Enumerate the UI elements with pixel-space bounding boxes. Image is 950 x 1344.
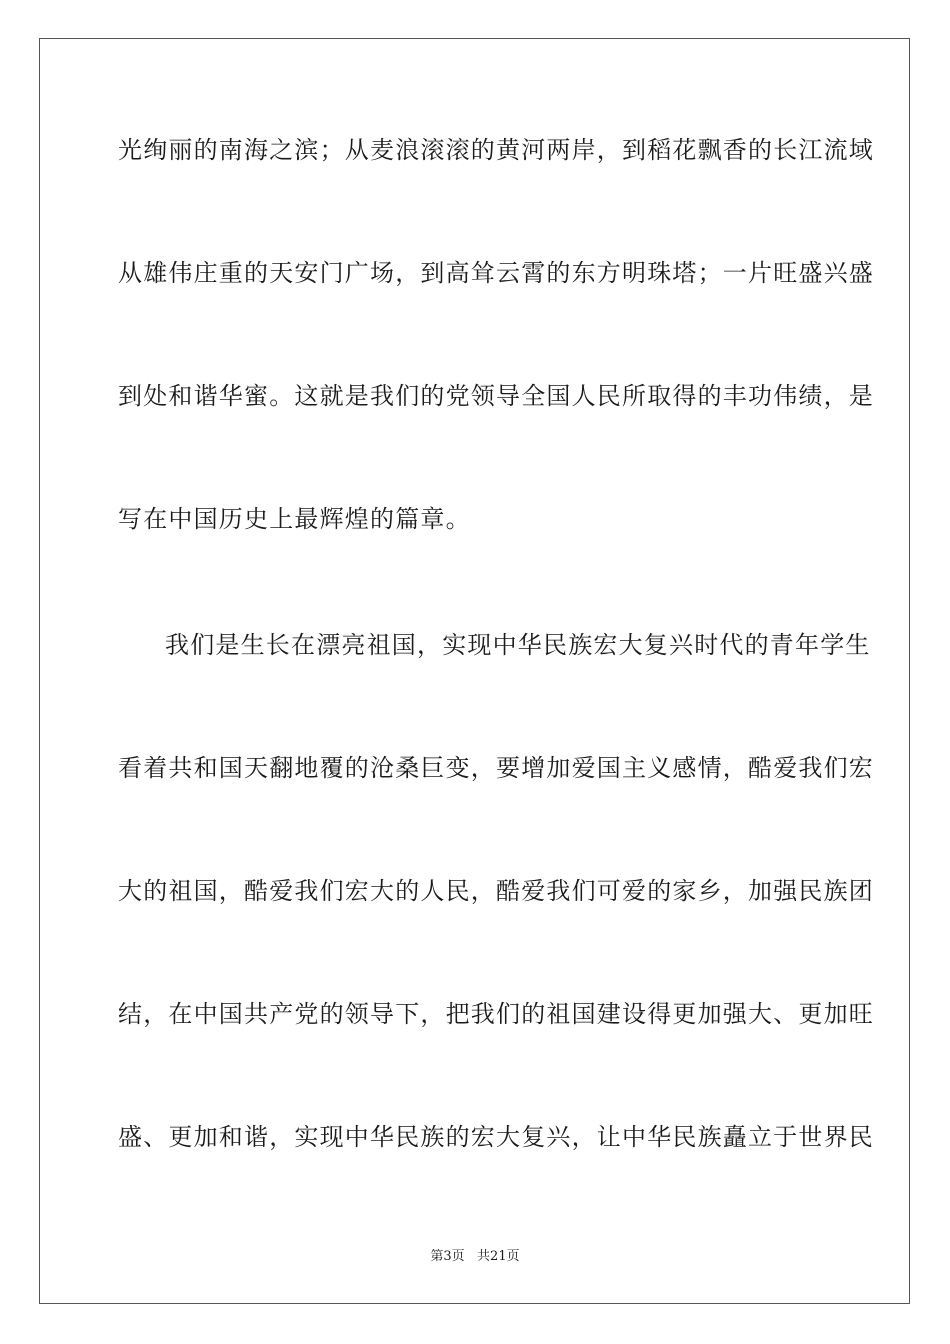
paragraph-line-1: 光绚丽的南海之滨；从麦浪滚滚的黄河两岸，到稻花飘香的长江流域 <box>118 136 874 164</box>
paragraph-line-8: 结，在中国共产党的领导下，把我们的祖国建设得更加强大、更加旺 <box>118 1000 874 1028</box>
paragraph-line-3: 到处和谐华蜜。这就是我们的党领导全国人民所取得的丰功伟绩，是 <box>118 382 874 410</box>
paragraph-line-7: 大的祖国，酷爱我们宏大的人民，酷爱我们可爱的家乡，加强民族团 <box>118 877 874 905</box>
page-number-footer: 第3页 共21页 <box>430 1249 520 1264</box>
page-border <box>39 38 910 1304</box>
paragraph-line-2: 从雄伟庄重的天安门广场，到高耸云霄的东方明珠塔；一片旺盛兴盛 <box>118 259 874 287</box>
paragraph-line-5: 我们是生长在漂亮祖国，实现中华民族宏大复兴时代的青年学生 <box>165 631 871 659</box>
paragraph-line-6: 看着共和国天翻地覆的沧桑巨变，要增加爱国主义感情，酷爱我们宏 <box>118 754 874 782</box>
paragraph-line-9: 盛、更加和谐，实现中华民族的宏大复兴，让中华民族矗立于世界民 <box>118 1123 874 1151</box>
paragraph-line-4: 写在中国历史上最辉煌的篇章。 <box>118 505 471 533</box>
